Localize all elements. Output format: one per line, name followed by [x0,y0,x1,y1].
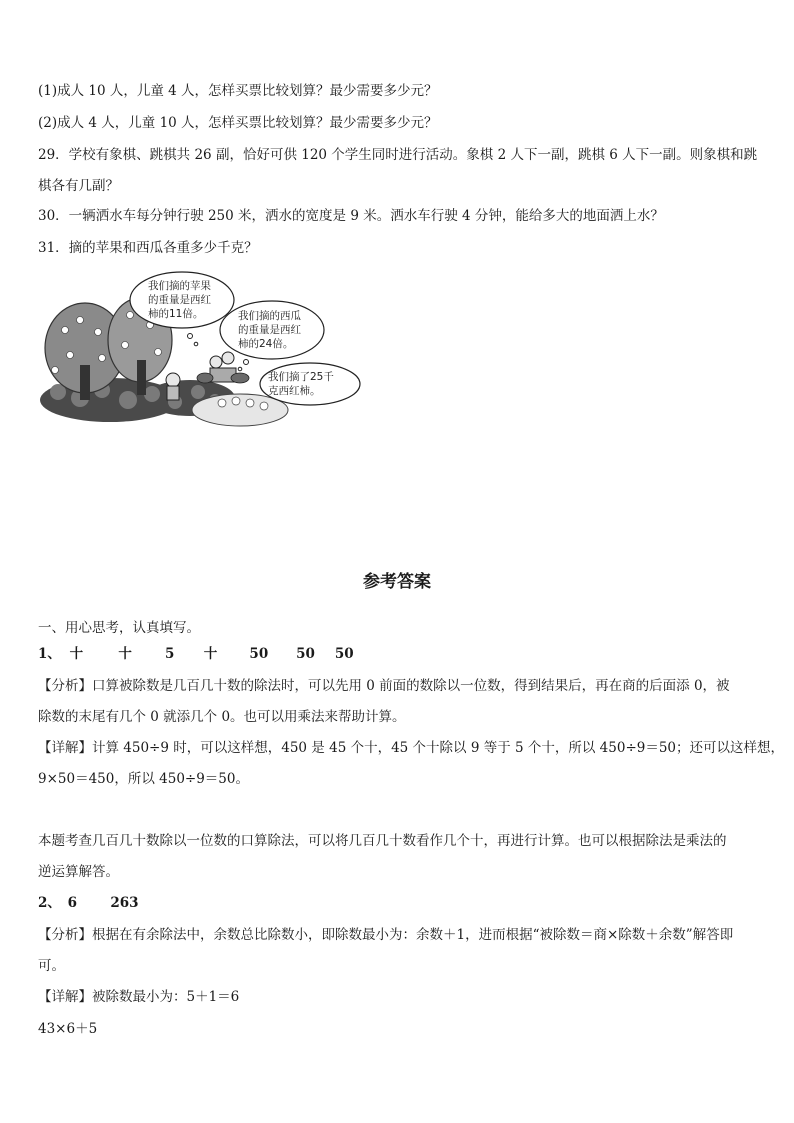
answer-1-value: 十 [203,646,218,662]
answer-1-value: 50 [334,646,354,662]
answer-2-line [38,894,139,912]
answer-1-value: 50 [296,646,315,662]
answer-1-value: 十 [69,646,84,662]
detail-text: 计算 450÷9 时，可以这样想，450 是 45 个十，45 个十除以 9 等于 5 个十，所以 450÷9＝50；还可以这样想， [92,740,785,756]
answer-1-summary-line-2: 逆运算解答。 [38,864,119,880]
bubble2-line1: 我们摘的西瓜 [238,310,301,322]
bubble3-line1: 我们摘了25千 [268,371,334,383]
answer-1-summary-line-1: 本题考查几百几十数除以一位数的口算除法，可以将几百几十数看作几个十，再进行计算。也可以根据除法是乘法的 [38,833,727,849]
answer-2-detail-line-1 [38,988,239,1006]
analysis-text: 口算被除数是几百几十数的除法时，可以先用 0 前面的数除以一位数，得到结果后，再在商的后面添 0，被 [92,678,730,694]
bubble2-line3: 柿的24倍。 [238,338,294,350]
bubble3-line2: 克西红柿。 [268,385,321,397]
answer-2-analysis-line-1 [38,926,733,944]
answer-1-line [38,645,354,663]
section-1-heading: 一、用心思考，认真填写。 [38,620,200,636]
detail-tag: 【详解】 [38,740,92,756]
answer-1-label: 1、 [38,646,61,662]
question-28-part-2: (2)成人 4 人，儿童 10 人，怎样买票比较划算？最少需要多少元？ [38,115,438,131]
harvest-illustration [40,270,362,428]
answer-2-value: 263 [110,895,139,911]
answer-2-analysis-line-2: 可。 [38,958,65,974]
analysis-tag: 【分析】 [38,927,92,943]
answer-1-detail-line-1 [38,739,784,757]
bubble1-line2: 的重量是西红 [148,294,211,306]
question-28-part-1: (1)成人 10 人，儿童 4 人，怎样买票比较划算？最少需要多少元？ [38,83,438,99]
bubble2-line2: 的重量是西红 [238,324,301,336]
answer-1-analysis-line-1 [38,677,730,695]
question-29-line-2: 棋各有几副？ [38,178,119,194]
bubble1-line3: 柿的11倍。 [148,308,204,320]
answer-1-value: 50 [249,646,269,662]
answer-2-label: 2、 [38,895,61,911]
answer-2-value: 6 [67,895,78,911]
answer-1-value: 十 [118,646,132,662]
answer-1-analysis-line-2: 除数的末尾有几个 0 就添几个 0。也可以用乘法来帮助计算。 [38,709,406,725]
answer-1-detail-line-2: 9×50＝450，所以 450÷9＝50。 [38,771,249,787]
bubble1-line1: 我们摘的苹果 [148,280,211,292]
answer-2-detail-line-2: 43×6＋5 [38,1021,98,1037]
analysis-tag: 【分析】 [38,678,92,694]
question-29-line-1: 29．学校有象棋、跳棋共 26 副，恰好可供 120 个学生同时进行活动。象棋 2 人下一副，跳棋 6 人下一副。则象棋和跳 [38,147,758,163]
analysis-text: 根据在有余除法中，余数总比除数小，即除数最小为：余数＋1，进而根据“被除数＝商×除数＋余数”解答即 [92,927,734,943]
question-30: 30．一辆洒水车每分钟行驶 250 米，洒水的宽度是 9 米。洒水车行驶 4 分钟，能给多大的地面洒上水？ [38,208,664,224]
question-31: 31．摘的苹果和西瓜各重多少千克？ [38,240,258,256]
detail-text: 被除数最小为：5＋1＝6 [92,989,240,1005]
detail-tag: 【详解】 [38,989,92,1005]
answers-title: 参考答案 [363,572,431,592]
answer-1-value: 5 [165,646,175,662]
